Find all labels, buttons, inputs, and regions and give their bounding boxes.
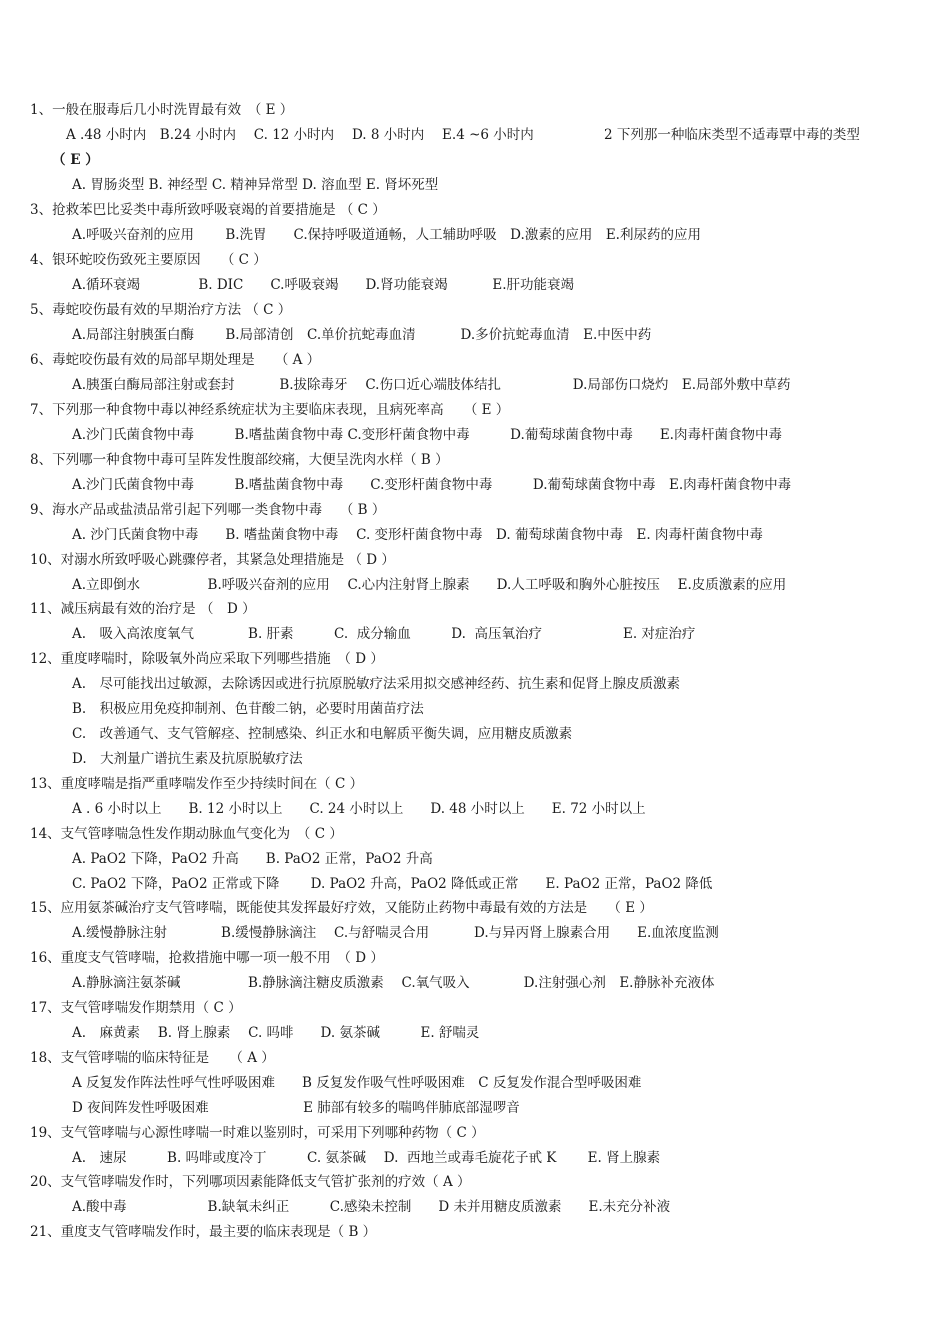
question-11: 11、减压病最有效的治疗是 （ D ） bbox=[30, 601, 256, 617]
question-13: 13、重度哮喘是指严重哮喘发作至少持续时间在（ C ） bbox=[30, 776, 364, 792]
question-17-options: A. 麻黄素 B. 肾上腺素 C. 吗啡 D. 氨茶碱 E. 舒喘灵 bbox=[72, 1025, 480, 1041]
question-4: 4、银环蛇咬伤致死主要原因 （ C ） bbox=[30, 252, 267, 268]
question-5: 5、毒蛇咬伤最有效的早期治疗方法 （ C ） bbox=[30, 302, 292, 318]
question-8-options: A.沙门氏菌食物中毒 B.嗜盐菌食物中毒 C.变形杆菌食物中毒 D.葡萄球菌食物中毒 E.肉毒杆菌食物中毒 bbox=[72, 477, 792, 493]
question-19: 19、支气管哮喘与心源性哮喘一时难以鉴别时，可采用下列哪种药物（ C ） bbox=[30, 1125, 485, 1141]
question-10-options: A.立即倒水 B.呼吸兴奋剂的应用 C.心内注射肾上腺素 D.人工呼吸和胸外心脏按压 E.皮质激素的应用 bbox=[72, 577, 787, 593]
question-18-options-1: A 反复发作阵法性呼气性呼吸困难 B 反复发作吸气性呼吸困难 C 反复发作混合型呼吸困难 bbox=[72, 1075, 642, 1091]
question-3-options: A.呼吸兴奋剂的应用 B.洗胃 C.保持呼吸道通畅，人工辅助呼吸 D.激素的应用 E.利尿药的应用 bbox=[72, 227, 701, 243]
question-6: 6、毒蛇咬伤最有效的局部早期处理是 （ A ） bbox=[30, 352, 321, 368]
question-19-options: A. 速尿 B. 吗啡或度冷丁 C. 氨茶碱 D. 西地兰或毒毛旋花子甙 K E. 肾上腺素 bbox=[72, 1150, 661, 1166]
question-11-options: A. 吸入高浓度氧气 B. 肝素 C. 成分输血 D. 高压氧治疗 E. 对症治疗 bbox=[72, 626, 696, 642]
question-18: 18、支气管哮喘的临床特征是 （ A ） bbox=[30, 1050, 275, 1066]
question-2-options: A. 胃肠炎型 B. 神经型 C. 精神异常型 D. 溶血型 E. 肾坏死型 bbox=[72, 177, 439, 193]
question-14-options-2: C. PaO2 下降，PaO2 正常或下降 D. PaO2 升高，PaO2 降低或正常 E. PaO2 正常，PaO2 降低 bbox=[72, 876, 713, 892]
question-17: 17、支气管哮喘发作期禁用（ C ） bbox=[30, 1000, 242, 1016]
question-12-option-c: C. 改善通气、支气管解痉、控制感染、纠正水和电解质平衡失调，应用糖皮质激素 bbox=[72, 726, 573, 742]
question-18-options-2: D 夜间阵发性呼吸困难 E 肺部有较多的喘鸣伴肺底部湿啰音 bbox=[72, 1100, 520, 1116]
question-15: 15、应用氨茶碱治疗支气管哮喘，既能使其发挥最好疗效，又能防止药物中毒最有效的方法是 （ E ） bbox=[30, 900, 653, 916]
question-5-options: A.局部注射胰蛋白酶 B.局部清创 C.单价抗蛇毒血清 D.多价抗蛇毒血清 E.中医中药 bbox=[72, 327, 652, 343]
question-12-option-a: A. 尽可能找出过敏源，去除诱因或进行抗原脱敏疗法采用拟交感神经药、抗生素和促肾上腺皮质激素 bbox=[72, 676, 681, 692]
question-2: 2 下列那一种临床类型不适毒覃中毒的类型 bbox=[604, 127, 860, 143]
question-7: 7、下列那一种食物中毒以神经系统症状为主要临床表现，且病死率高 （ E ） bbox=[30, 402, 510, 418]
question-12-option-d: D. 大剂量广谱抗生素及抗原脱敏疗法 bbox=[72, 751, 303, 767]
question-14-options-1: A. PaO2 下降，PaO2 升高 B. PaO2 正常，PaO2 升高 bbox=[72, 851, 433, 867]
question-21: 21、重度支气管哮喘发作时，最主要的临床表现是（ B ） bbox=[30, 1224, 377, 1240]
question-8: 8、下列哪一种食物中毒可呈阵发性腹部绞痛，大便呈洗肉水样（ B ） bbox=[30, 452, 449, 468]
question-10: 10、对溺水所致呼吸心跳骤停者，其紧急处理措施是 （ D ） bbox=[30, 552, 395, 568]
question-2-answer: （ E ） bbox=[52, 152, 99, 168]
question-16: 16、重度支气管哮喘，抢救措施中哪一项一般不用 （ D ） bbox=[30, 950, 384, 966]
question-20: 20、支气管哮喘发作时，下列哪项因素能降低支气管扩张剂的疗效（ A ） bbox=[30, 1174, 471, 1190]
question-16-options: A.静脉滴注氨茶碱 B.静脉滴注糖皮质激素 C.氧气吸入 D.注射强心剂 E.静脉补充液体 bbox=[72, 975, 715, 991]
question-12-option-b: B. 积极应用免疫抑制剂、色苷酸二钠，必要时用菌苗疗法 bbox=[72, 701, 424, 717]
question-1-options: A .48 小时内 B.24 小时内 C. 12 小时内 D. 8 小时内 E.4 ~6 小时内 bbox=[66, 127, 534, 143]
question-6-options: A.胰蛋白酶局部注射或套封 B.拔除毒牙 C.伤口近心端肢体结扎 D.局部伤口烧灼 E.局部外敷中草药 bbox=[72, 377, 791, 393]
question-9-options: A. 沙门氏菌食物中毒 B. 嗜盐菌食物中毒 C. 变形杆菌食物中毒 D. 葡萄球菌食物中毒 E. 肉毒杆菌食物中毒 bbox=[72, 527, 763, 543]
question-1: 1、一般在服毒后几小时洗胃最有效 （ E ） bbox=[30, 102, 294, 118]
question-12: 12、重度哮喘时，除吸氧外尚应采取下列哪些措施 （ D ） bbox=[30, 651, 384, 667]
question-9: 9、海水产品或盐渍品常引起下列哪一类食物中毒 （ B ） bbox=[30, 502, 386, 518]
question-20-options: A.酸中毒 B.缺氧未纠正 C.感染未控制 D 未并用糖皮质激素 E.未充分补液 bbox=[72, 1199, 671, 1215]
question-3: 3、抢救苯巴比妥类中毒所致呼吸衰竭的首要措施是 （ C ） bbox=[30, 202, 386, 218]
question-14: 14、支气管哮喘急性发作期动脉血气变化为 （ C ） bbox=[30, 826, 343, 842]
question-4-options: A.循环衰竭 B. DIC C.呼吸衰竭 D.肾功能衰竭 E.肝功能衰竭 bbox=[72, 277, 575, 293]
question-13-options: A . 6 小时以上 B. 12 小时以上 C. 24 小时以上 D. 48 小时以上 E. 72 小时以上 bbox=[72, 801, 646, 817]
question-15-options: A.缓慢静脉注射 B.缓慢静脉滴注 C.与舒喘灵合用 D.与异丙肾上腺素合用 E.血浓度监测 bbox=[72, 925, 719, 941]
question-7-options: A.沙门氏菌食物中毒 B.嗜盐菌食物中毒 C.变形杆菌食物中毒 D.葡萄球菌食物中毒 E.肉毒杆菌食物中毒 bbox=[72, 427, 782, 443]
